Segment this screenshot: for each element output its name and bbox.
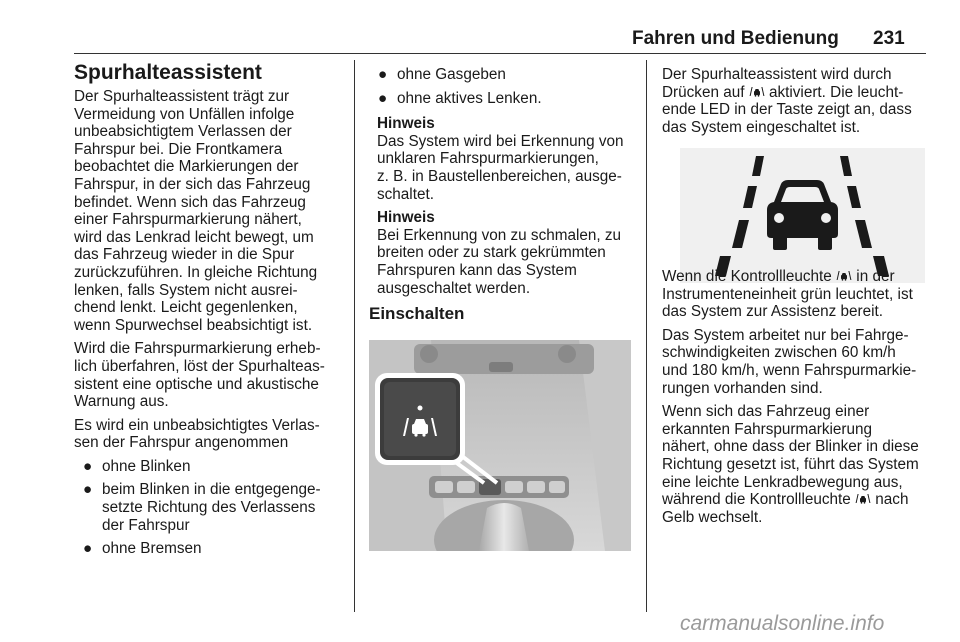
text-fragment: Wenn die Kontrollleuchte [662,268,832,285]
lane-keep-assist-large-icon [680,148,925,283]
text-line: Der Spurhalteassistent wird durch [662,66,892,83]
text-fragment: während die Kontrollleuchte [662,491,851,509]
activation-paragraph [662,66,928,136]
right-column [662,66,928,136]
assist-paragraph [662,403,928,526]
text-line: sistent eine optische und akustische [74,375,319,393]
text-line: schwindigkeiten zwischen 60 km/h [662,344,896,362]
indicator-paragraph [662,268,928,321]
middle-column [369,66,641,333]
text-line: Das System wird bei Erkennung von [377,132,624,150]
text-line: ohne Bremsen [102,540,202,558]
text-fragment: Drücken auf [662,83,745,101]
note-box [377,209,641,297]
bullet-dot: ● [83,540,93,558]
text-line: ohne Blinken [102,457,191,475]
center-console-illustration [369,340,631,551]
lane-keep-assist-icon [855,492,871,505]
text-line: Fahrspur bei. Die Frontkamera [74,140,283,158]
bullet-dot: ● [378,66,388,83]
left-column [74,60,346,564]
text-line: Vermeidung von Unfällen infolge [74,105,295,123]
text-line: Fahrspuren kann das System [377,261,577,279]
text-line: Wird die Fahrspurmarkierung erheb- [74,340,321,358]
text-line: und 180 km/h, wenn Fahrspurmarkie- [662,361,917,379]
column-divider-1 [354,60,355,612]
warning-paragraph [74,340,346,410]
bullet-item [74,481,346,534]
text-line: schaltet. [377,185,434,203]
text-line: zurückzuführen. In gleiche Richtung [74,263,318,281]
text-fragment: nach [875,491,909,509]
lane-keep-assist-graphic [680,148,925,283]
text-line: ohne aktives Lenken. [397,89,542,107]
text-line: wenn Spurwechsel beabsichtigt ist. [74,316,313,334]
text-fragment: aktiviert. Die leucht- [768,83,904,101]
column-divider-2 [646,60,647,612]
text-line: lich überfahren, löst der Spurhalteas- [74,357,325,375]
text-line: das Fahrzeug wieder in die Spur [74,246,295,264]
text-line: befindet. Wenn sich das Fahrzeug [74,193,306,211]
text-line: wird das Lenkrad leicht bewegt, um [74,228,314,246]
text-line: Richtung gesetzt ist, führt das System [662,455,919,473]
bullet-dot: ● [378,89,388,107]
center-console-photo [369,340,631,551]
text-line: eine leichte Lenkradbewegung aus, [662,473,903,491]
text-line: lenken, falls System nicht ausrei- [74,281,298,299]
conditions-paragraph [74,417,346,452]
text-line: Fahrspur, in der sich das Fahrzeug [74,175,311,193]
text-line: Instrumenteneinheit grün leuchtet, ist [662,285,913,303]
text-line: nähert, ohne dass der Blinker in diese [662,438,919,456]
text-line: sen der Fahrspur angenommen [74,434,289,452]
bullet-dot: ● [83,457,93,475]
text-line: Gelb wechselt. [662,508,763,526]
text-line: erkannten Fahrspurmarkierung [662,420,873,438]
bullet-item [74,458,346,476]
text-line: rungen vorhanden sind. [662,379,823,397]
bullet-item [369,90,641,108]
text-fragment: in der [856,268,895,285]
speed-paragraph [662,327,928,397]
text-line: beobachtet die Markierungen der [74,158,299,176]
bullet-item [74,540,346,558]
section-heading: Spurhalteassistent [74,61,262,84]
text-line: ende LED in der Taste zeigt an, dass [662,101,912,119]
text-line: Der Spurhalteassistent trägt zur [74,88,290,105]
text-line: chend lenkt. Leicht gegenlenken, [74,299,298,317]
text-line [662,84,928,102]
lane-keep-assist-icon [836,269,852,282]
intro-paragraph [74,88,346,334]
text-line: der Fahrspur [102,516,190,534]
subheading: Einschalten [369,304,465,324]
text-line: ohne Gasgeben [397,66,506,83]
watermark: carmanualsonline.info [680,612,885,635]
text-line: beim Blinken in die entgegenge- [102,481,321,499]
text-line: das System eingeschaltet ist. [662,118,861,136]
text-line: Das System arbeitet nur bei Fahrge- [662,326,909,344]
text-line: setzte Richtung des Verlassens [102,499,316,517]
text-line: Warnung aus. [74,393,169,411]
lane-keep-assist-icon [749,85,765,98]
note-label: Hinweis [377,209,435,227]
header-section-title: Fahren und Bedienung [632,28,839,49]
text-line: unklaren Fahrspurmarkierungen, [377,150,599,168]
text-line: z. B. in Baustellenbereichen, ausge- [377,167,622,185]
page-number: 231 [873,28,905,49]
text-line: Bei Erkennung von zu schmalen, zu [377,226,622,244]
right-column-lower [662,268,928,532]
note-box [377,115,641,203]
note-label: Hinweis [377,115,435,133]
text-line [662,268,928,286]
text-line: Wenn sich das Fahrzeug einer [662,403,870,421]
text-line: unbeabsichtigtem Verlassen der [74,123,292,141]
bullet-item [369,66,641,84]
text-line: einer Fahrspurmarkierung nähert, [74,211,302,229]
text-line: ausgeschaltet werden. [377,279,531,297]
text-line [662,491,928,509]
bullet-dot: ● [83,481,93,499]
text-line: breiten oder zu stark gekrümmten [377,244,606,262]
text-line: das System zur Assistenz bereit. [662,303,884,321]
header-rule [74,53,926,54]
text-line: Es wird ein unbeabsichtigtes Verlas- [74,416,320,434]
